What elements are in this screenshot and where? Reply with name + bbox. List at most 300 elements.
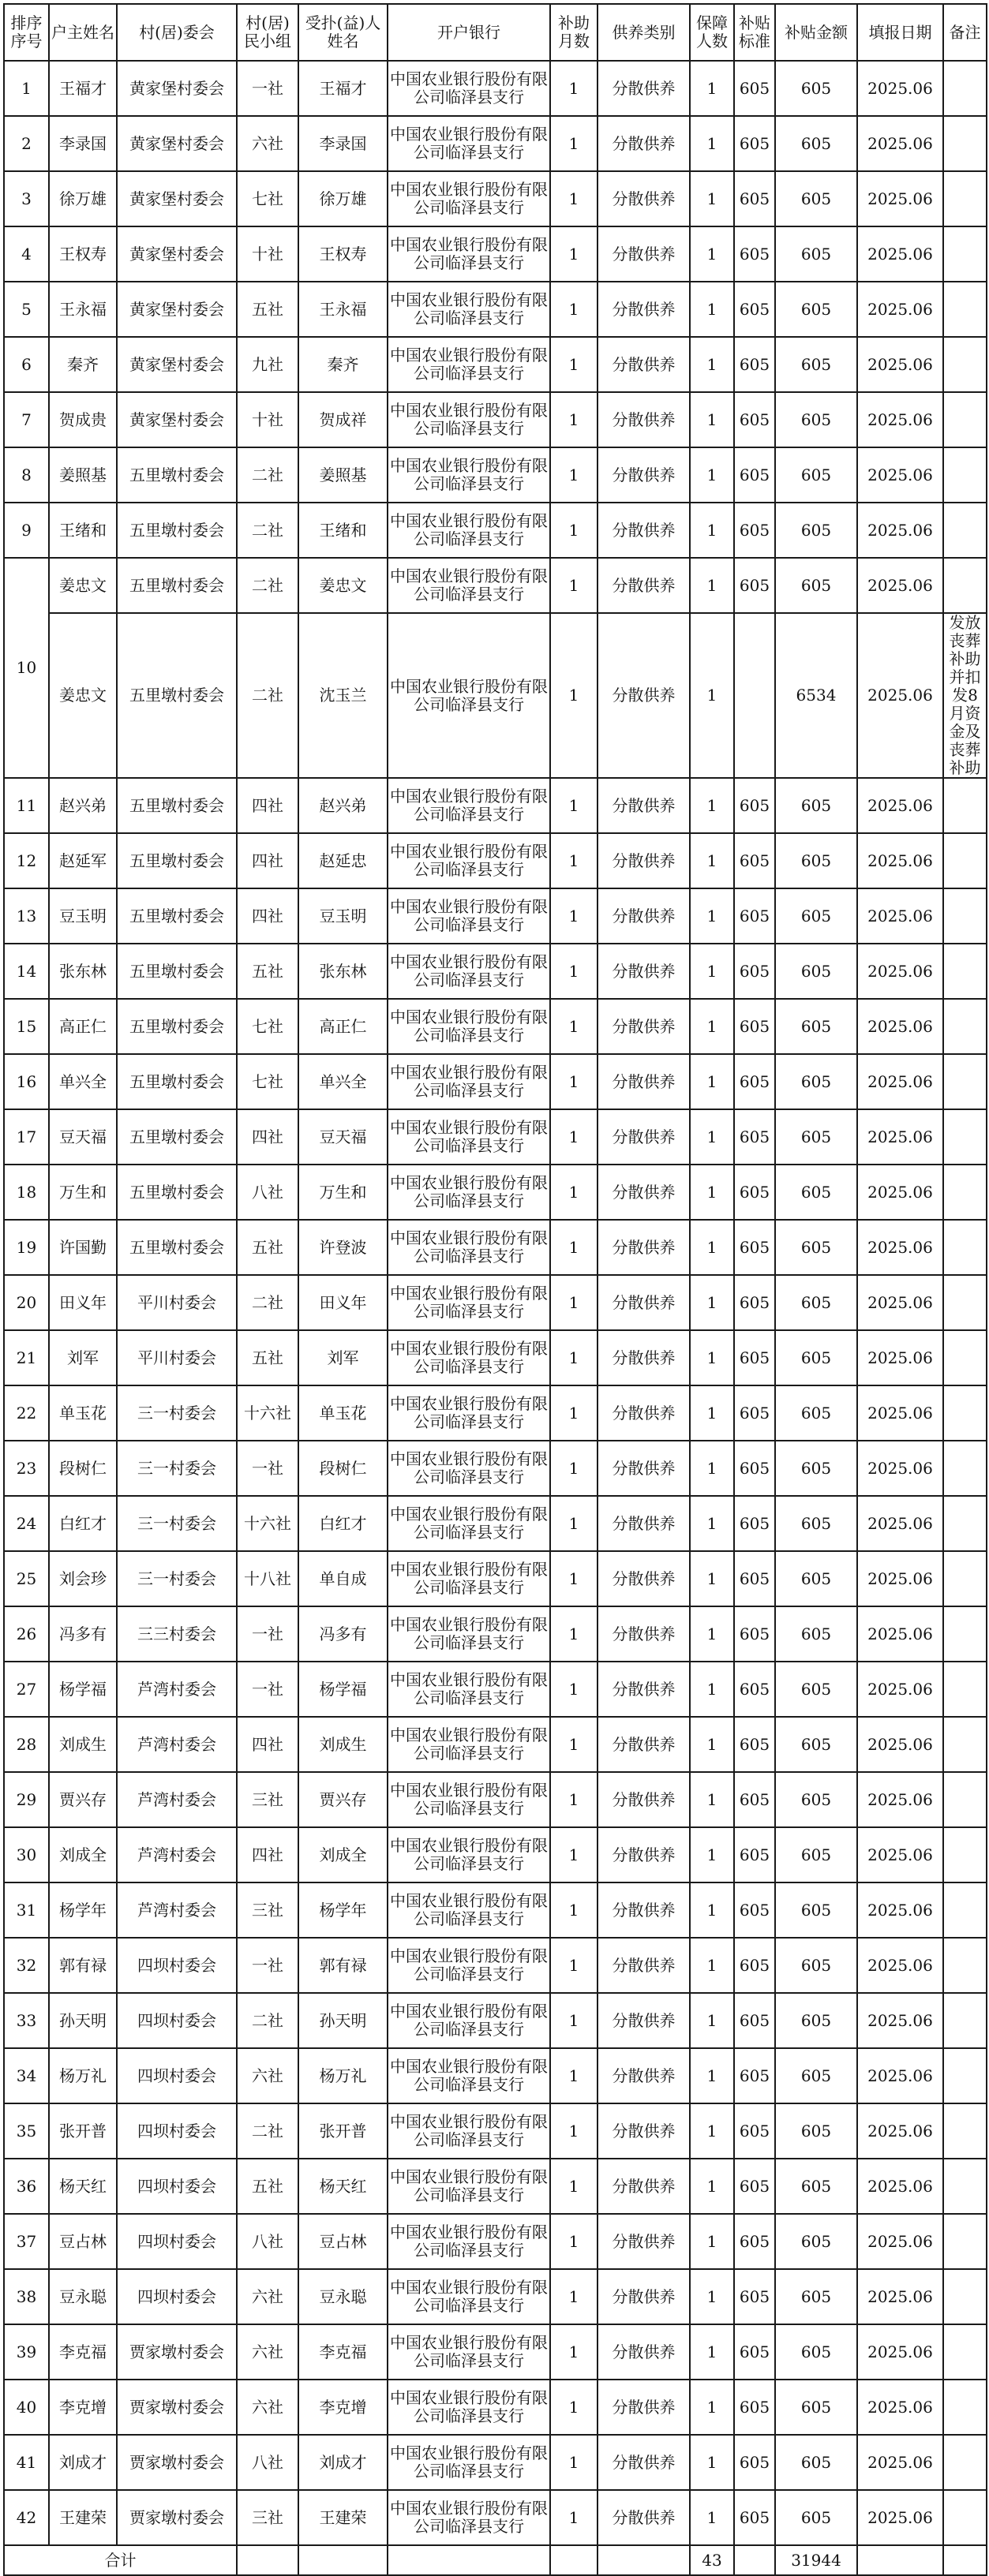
cell-group: 二社 xyxy=(237,2103,298,2159)
cell-months: 1 xyxy=(550,2214,598,2269)
cell-type: 分散供养 xyxy=(598,116,690,171)
cell-note xyxy=(943,1109,987,1165)
cell-village: 贾家墩村委会 xyxy=(117,2380,237,2435)
cell-people: 1 xyxy=(690,1662,734,1717)
cell-owner: 秦齐 xyxy=(49,337,117,392)
cell-people: 1 xyxy=(690,2269,734,2324)
cell-village: 三一村委会 xyxy=(117,1441,237,1496)
table-row xyxy=(4,1662,987,1717)
cell-date: 2025.06 xyxy=(857,1772,943,1827)
cell-date: 2025.06 xyxy=(857,2048,943,2103)
cell-months: 1 xyxy=(550,1827,598,1882)
cell-date: 2025.06 xyxy=(857,1993,943,2048)
cell-date: 2025.06 xyxy=(857,558,943,613)
cell-standard: 605 xyxy=(734,1496,775,1551)
cell-village: 黄家堡村委会 xyxy=(117,171,237,226)
cell-type: 分散供养 xyxy=(598,1109,690,1165)
cell-bank: 中国农业银行股份有限公司临泽县支行 xyxy=(388,1385,550,1441)
cell-no: 36 xyxy=(4,2159,49,2214)
cell-people: 1 xyxy=(690,1717,734,1772)
cell-date: 2025.06 xyxy=(857,116,943,171)
cell-people: 1 xyxy=(690,171,734,226)
total-row xyxy=(4,2545,987,2575)
cell-village: 芦湾村委会 xyxy=(117,1717,237,1772)
table-row xyxy=(4,1054,987,1109)
cell-bank: 中国农业银行股份有限公司临泽县支行 xyxy=(388,558,550,613)
table-row xyxy=(4,1827,987,1882)
cell-type: 分散供养 xyxy=(598,778,690,833)
cell-type: 分散供养 xyxy=(598,1827,690,1882)
cell-recipient: 刘成生 xyxy=(298,1717,388,1772)
cell-recipient: 徐万雄 xyxy=(298,171,388,226)
cell-recipient: 姜忠文 xyxy=(298,558,388,613)
header-no: 排序序号 xyxy=(4,4,49,61)
cell-no: 25 xyxy=(4,1551,49,1606)
header-people: 保障人数 xyxy=(690,4,734,61)
cell-owner: 郭有禄 xyxy=(49,1938,117,1993)
cell-bank: 中国农业银行股份有限公司临泽县支行 xyxy=(388,1551,550,1606)
cell-owner: 王绪和 xyxy=(49,503,117,558)
cell-type: 分散供养 xyxy=(598,2214,690,2269)
cell-group: 八社 xyxy=(237,2435,298,2490)
cell-recipient: 秦齐 xyxy=(298,337,388,392)
cell-village: 五里墩村委会 xyxy=(117,1165,237,1220)
table-row xyxy=(4,558,987,613)
cell-recipient: 豆永聪 xyxy=(298,2269,388,2324)
cell-no: 8 xyxy=(4,447,49,503)
cell-recipient: 李录国 xyxy=(298,116,388,171)
cell-group: 六社 xyxy=(237,2269,298,2324)
cell-standard: 605 xyxy=(734,2380,775,2435)
cell-village: 黄家堡村委会 xyxy=(117,61,237,116)
cell-note xyxy=(943,1606,987,1662)
cell-people: 1 xyxy=(690,2103,734,2159)
cell-note xyxy=(943,2103,987,2159)
header-date: 填报日期 xyxy=(857,4,943,61)
cell-note xyxy=(943,1220,987,1275)
cell-people: 1 xyxy=(690,116,734,171)
table-row xyxy=(4,1772,987,1827)
table-row xyxy=(4,1109,987,1165)
cell-type: 分散供养 xyxy=(598,1993,690,2048)
cell-people: 1 xyxy=(690,337,734,392)
cell-group: 七社 xyxy=(237,1054,298,1109)
cell-group: 五社 xyxy=(237,944,298,999)
cell-village: 四坝村委会 xyxy=(117,1993,237,2048)
cell-village: 贾家墩村委会 xyxy=(117,2435,237,2490)
cell-type: 分散供养 xyxy=(598,2435,690,2490)
cell-recipient: 刘成全 xyxy=(298,1827,388,1882)
cell-group: 一社 xyxy=(237,1606,298,1662)
cell-village: 五里墩村委会 xyxy=(117,944,237,999)
cell-standard: 605 xyxy=(734,1662,775,1717)
cell-people: 1 xyxy=(690,1109,734,1165)
cell-note xyxy=(943,2269,987,2324)
total-empty xyxy=(298,2545,388,2575)
cell-bank: 中国农业银行股份有限公司临泽县支行 xyxy=(388,226,550,282)
cell-amount: 605 xyxy=(775,1496,857,1551)
cell-group: 二社 xyxy=(237,447,298,503)
cell-owner: 贾兴存 xyxy=(49,1772,117,1827)
cell-amount: 605 xyxy=(775,116,857,171)
cell-type: 分散供养 xyxy=(598,833,690,888)
total-empty xyxy=(943,2545,987,2575)
cell-amount: 605 xyxy=(775,2490,857,2545)
cell-no: 19 xyxy=(4,1220,49,1275)
cell-group: 四社 xyxy=(237,1827,298,1882)
cell-recipient: 高正仁 xyxy=(298,999,388,1054)
cell-standard: 605 xyxy=(734,1606,775,1662)
cell-note xyxy=(943,1385,987,1441)
cell-bank: 中国农业银行股份有限公司临泽县支行 xyxy=(388,888,550,944)
cell-months: 1 xyxy=(550,999,598,1054)
cell-standard: 605 xyxy=(734,2159,775,2214)
cell-amount: 605 xyxy=(775,1993,857,2048)
total-empty xyxy=(598,2545,690,2575)
cell-date: 2025.06 xyxy=(857,1882,943,1938)
total-empty xyxy=(237,2545,298,2575)
cell-standard: 605 xyxy=(734,944,775,999)
cell-people: 1 xyxy=(690,2159,734,2214)
cell-date: 2025.06 xyxy=(857,1275,943,1330)
cell-amount: 605 xyxy=(775,282,857,337)
cell-type: 分散供养 xyxy=(598,171,690,226)
cell-recipient: 刘军 xyxy=(298,1330,388,1385)
cell-standard: 605 xyxy=(734,392,775,447)
cell-owner: 刘成才 xyxy=(49,2435,117,2490)
cell-note xyxy=(943,1662,987,1717)
cell-recipient: 赵兴弟 xyxy=(298,778,388,833)
cell-recipient: 王建荣 xyxy=(298,2490,388,2545)
table-row xyxy=(4,833,987,888)
table-row xyxy=(4,392,987,447)
cell-people: 1 xyxy=(690,226,734,282)
cell-recipient: 王绪和 xyxy=(298,503,388,558)
cell-months: 1 xyxy=(550,944,598,999)
cell-standard: 605 xyxy=(734,2490,775,2545)
cell-village: 黄家堡村委会 xyxy=(117,337,237,392)
cell-people: 1 xyxy=(690,944,734,999)
table-row xyxy=(4,1441,987,1496)
cell-recipient: 王权寿 xyxy=(298,226,388,282)
cell-group: 二社 xyxy=(237,558,298,613)
cell-village: 五里墩村委会 xyxy=(117,503,237,558)
cell-bank: 中国农业银行股份有限公司临泽县支行 xyxy=(388,2048,550,2103)
cell-standard: 605 xyxy=(734,2269,775,2324)
cell-standard: 605 xyxy=(734,1165,775,1220)
cell-group: 一社 xyxy=(237,1662,298,1717)
cell-date: 2025.06 xyxy=(857,944,943,999)
cell-people: 1 xyxy=(690,1275,734,1330)
cell-months: 1 xyxy=(550,833,598,888)
cell-months: 1 xyxy=(550,2435,598,2490)
cell-bank: 中国农业银行股份有限公司临泽县支行 xyxy=(388,282,550,337)
cell-date: 2025.06 xyxy=(857,1606,943,1662)
cell-no: 34 xyxy=(4,2048,49,2103)
cell-group: 四社 xyxy=(237,888,298,944)
cell-note xyxy=(943,1275,987,1330)
cell-people: 1 xyxy=(690,2324,734,2380)
cell-standard: 605 xyxy=(734,1220,775,1275)
cell-village: 芦湾村委会 xyxy=(117,1882,237,1938)
cell-amount: 605 xyxy=(775,392,857,447)
table-row xyxy=(4,613,987,778)
cell-date: 2025.06 xyxy=(857,1938,943,1993)
header-standard: 补贴标准 xyxy=(734,4,775,61)
cell-owner: 单兴全 xyxy=(49,1054,117,1109)
table-row xyxy=(4,282,987,337)
cell-amount: 605 xyxy=(775,1772,857,1827)
cell-group: 五社 xyxy=(237,282,298,337)
cell-note xyxy=(943,1496,987,1551)
cell-type: 分散供养 xyxy=(598,1717,690,1772)
cell-people: 1 xyxy=(690,1220,734,1275)
cell-village: 四坝村委会 xyxy=(117,2048,237,2103)
cell-village: 五里墩村委会 xyxy=(117,558,237,613)
cell-months: 1 xyxy=(550,503,598,558)
cell-date: 2025.06 xyxy=(857,1827,943,1882)
cell-bank: 中国农业银行股份有限公司临泽县支行 xyxy=(388,503,550,558)
cell-type: 分散供养 xyxy=(598,1330,690,1385)
cell-amount: 605 xyxy=(775,1551,857,1606)
table-row xyxy=(4,2380,987,2435)
cell-recipient: 赵延忠 xyxy=(298,833,388,888)
cell-village: 黄家堡村委会 xyxy=(117,226,237,282)
total-empty xyxy=(857,2545,943,2575)
cell-village: 四坝村委会 xyxy=(117,2103,237,2159)
cell-bank: 中国农业银行股份有限公司临泽县支行 xyxy=(388,2435,550,2490)
cell-bank: 中国农业银行股份有限公司临泽县支行 xyxy=(388,1772,550,1827)
cell-owner: 豆永聪 xyxy=(49,2269,117,2324)
cell-village: 三一村委会 xyxy=(117,1385,237,1441)
cell-amount: 605 xyxy=(775,2324,857,2380)
cell-note xyxy=(943,1441,987,1496)
cell-type: 分散供养 xyxy=(598,558,690,613)
cell-owner: 杨学福 xyxy=(49,1662,117,1717)
cell-date: 2025.06 xyxy=(857,337,943,392)
cell-group: 四社 xyxy=(237,1717,298,1772)
cell-people: 1 xyxy=(690,392,734,447)
cell-bank: 中国农业银行股份有限公司临泽县支行 xyxy=(388,833,550,888)
cell-no: 39 xyxy=(4,2324,49,2380)
cell-recipient: 豆玉明 xyxy=(298,888,388,944)
cell-bank: 中国农业银行股份有限公司临泽县支行 xyxy=(388,447,550,503)
cell-date: 2025.06 xyxy=(857,1109,943,1165)
cell-date: 2025.06 xyxy=(857,1551,943,1606)
table-row xyxy=(4,1606,987,1662)
cell-amount: 605 xyxy=(775,337,857,392)
cell-group: 三社 xyxy=(237,2490,298,2545)
cell-amount: 605 xyxy=(775,226,857,282)
table-row xyxy=(4,1165,987,1220)
cell-people: 1 xyxy=(690,2048,734,2103)
cell-standard: 605 xyxy=(734,2214,775,2269)
cell-owner: 万生和 xyxy=(49,1165,117,1220)
cell-date: 2025.06 xyxy=(857,1385,943,1441)
cell-owner: 姜忠文 xyxy=(49,613,117,778)
cell-date: 2025.06 xyxy=(857,503,943,558)
cell-amount: 605 xyxy=(775,2269,857,2324)
table-row xyxy=(4,1496,987,1551)
cell-bank: 中国农业银行股份有限公司临泽县支行 xyxy=(388,1275,550,1330)
cell-no: 10 xyxy=(4,558,49,778)
cell-bank: 中国农业银行股份有限公司临泽县支行 xyxy=(388,1993,550,2048)
cell-months: 1 xyxy=(550,61,598,116)
cell-note xyxy=(943,888,987,944)
cell-owner: 豆占林 xyxy=(49,2214,117,2269)
cell-date: 2025.06 xyxy=(857,1441,943,1496)
cell-months: 1 xyxy=(550,1882,598,1938)
cell-village: 五里墩村委会 xyxy=(117,1220,237,1275)
cell-standard: 605 xyxy=(734,1330,775,1385)
cell-people: 1 xyxy=(690,447,734,503)
cell-people: 1 xyxy=(690,1827,734,1882)
cell-no: 38 xyxy=(4,2269,49,2324)
cell-standard: 605 xyxy=(734,2324,775,2380)
cell-group: 一社 xyxy=(237,1938,298,1993)
cell-note xyxy=(943,503,987,558)
cell-village: 平川村委会 xyxy=(117,1275,237,1330)
cell-recipient: 单兴全 xyxy=(298,1054,388,1109)
cell-amount: 6534 xyxy=(775,613,857,778)
cell-no: 21 xyxy=(4,1330,49,1385)
table-row xyxy=(4,116,987,171)
cell-village: 五里墩村委会 xyxy=(117,833,237,888)
cell-amount: 605 xyxy=(775,1165,857,1220)
cell-note: 发放丧葬补助并扣发8月资金及丧葬补助 xyxy=(943,613,987,778)
cell-standard: 605 xyxy=(734,778,775,833)
cell-people: 1 xyxy=(690,1551,734,1606)
cell-village: 五里墩村委会 xyxy=(117,447,237,503)
cell-people: 1 xyxy=(690,1882,734,1938)
cell-months: 1 xyxy=(550,337,598,392)
cell-amount: 605 xyxy=(775,1662,857,1717)
cell-owner: 高正仁 xyxy=(49,999,117,1054)
table-row xyxy=(4,2490,987,2545)
cell-standard: 605 xyxy=(734,1827,775,1882)
header-type: 供养类别 xyxy=(598,4,690,61)
cell-type: 分散供养 xyxy=(598,613,690,778)
cell-note xyxy=(943,2435,987,2490)
header-village: 村(居)委会 xyxy=(117,4,237,61)
cell-note xyxy=(943,2380,987,2435)
cell-recipient: 田义年 xyxy=(298,1275,388,1330)
cell-note xyxy=(943,1717,987,1772)
cell-bank: 中国农业银行股份有限公司临泽县支行 xyxy=(388,999,550,1054)
cell-group: 六社 xyxy=(237,2048,298,2103)
cell-group: 四社 xyxy=(237,778,298,833)
cell-date: 2025.06 xyxy=(857,447,943,503)
cell-months: 1 xyxy=(550,1662,598,1717)
cell-date: 2025.06 xyxy=(857,282,943,337)
cell-note xyxy=(943,2214,987,2269)
cell-note xyxy=(943,337,987,392)
table-row xyxy=(4,503,987,558)
cell-no: 20 xyxy=(4,1275,49,1330)
cell-people: 1 xyxy=(690,999,734,1054)
cell-months: 1 xyxy=(550,1109,598,1165)
cell-owner: 豆玉明 xyxy=(49,888,117,944)
cell-note xyxy=(943,2490,987,2545)
cell-date: 2025.06 xyxy=(857,613,943,778)
cell-note xyxy=(943,833,987,888)
cell-group: 一社 xyxy=(237,1441,298,1496)
cell-village: 芦湾村委会 xyxy=(117,1662,237,1717)
cell-recipient: 孙天明 xyxy=(298,1993,388,2048)
cell-village: 五里墩村委会 xyxy=(117,999,237,1054)
cell-group: 七社 xyxy=(237,171,298,226)
cell-owner: 李录国 xyxy=(49,116,117,171)
cell-owner: 李克增 xyxy=(49,2380,117,2435)
cell-bank: 中国农业银行股份有限公司临泽县支行 xyxy=(388,2380,550,2435)
cell-standard: 605 xyxy=(734,503,775,558)
table-row xyxy=(4,2269,987,2324)
cell-people: 1 xyxy=(690,613,734,778)
cell-no: 23 xyxy=(4,1441,49,1496)
cell-bank: 中国农业银行股份有限公司临泽县支行 xyxy=(388,2269,550,2324)
cell-no: 11 xyxy=(4,778,49,833)
cell-no: 22 xyxy=(4,1385,49,1441)
cell-people: 1 xyxy=(690,2214,734,2269)
cell-type: 分散供养 xyxy=(598,999,690,1054)
cell-note xyxy=(943,1938,987,1993)
cell-owner: 赵兴弟 xyxy=(49,778,117,833)
cell-recipient: 万生和 xyxy=(298,1165,388,1220)
cell-note xyxy=(943,2159,987,2214)
cell-type: 分散供养 xyxy=(598,1496,690,1551)
cell-type: 分散供养 xyxy=(598,2324,690,2380)
cell-standard xyxy=(734,613,775,778)
cell-type: 分散供养 xyxy=(598,1441,690,1496)
cell-standard: 605 xyxy=(734,888,775,944)
cell-no: 32 xyxy=(4,1938,49,1993)
cell-village: 黄家堡村委会 xyxy=(117,282,237,337)
cell-village: 五里墩村委会 xyxy=(117,613,237,778)
cell-village: 三三村委会 xyxy=(117,1606,237,1662)
header-months: 补助月数 xyxy=(550,4,598,61)
cell-months: 1 xyxy=(550,613,598,778)
total-empty xyxy=(388,2545,550,2575)
cell-note xyxy=(943,61,987,116)
cell-people: 1 xyxy=(690,1385,734,1441)
cell-recipient: 沈玉兰 xyxy=(298,613,388,778)
cell-owner: 许国勤 xyxy=(49,1220,117,1275)
cell-months: 1 xyxy=(550,1938,598,1993)
cell-village: 五里墩村委会 xyxy=(117,888,237,944)
cell-standard: 605 xyxy=(734,2435,775,2490)
cell-bank: 中国农业银行股份有限公司临泽县支行 xyxy=(388,392,550,447)
cell-standard: 605 xyxy=(734,999,775,1054)
cell-village: 四坝村委会 xyxy=(117,2269,237,2324)
cell-village: 五里墩村委会 xyxy=(117,778,237,833)
cell-people: 1 xyxy=(690,1165,734,1220)
cell-village: 芦湾村委会 xyxy=(117,1772,237,1827)
cell-no: 35 xyxy=(4,2103,49,2159)
cell-recipient: 豆占林 xyxy=(298,2214,388,2269)
cell-recipient: 贺成祥 xyxy=(298,392,388,447)
cell-recipient: 段树仁 xyxy=(298,1441,388,1496)
cell-type: 分散供养 xyxy=(598,392,690,447)
cell-owner: 姜忠文 xyxy=(49,558,117,613)
cell-amount: 605 xyxy=(775,2103,857,2159)
cell-date: 2025.06 xyxy=(857,833,943,888)
cell-bank: 中国农业银行股份有限公司临泽县支行 xyxy=(388,1496,550,1551)
cell-bank: 中国农业银行股份有限公司临泽县支行 xyxy=(388,944,550,999)
table-row xyxy=(4,1938,987,1993)
cell-type: 分散供养 xyxy=(598,1882,690,1938)
cell-standard: 605 xyxy=(734,558,775,613)
table-body xyxy=(4,61,987,2545)
